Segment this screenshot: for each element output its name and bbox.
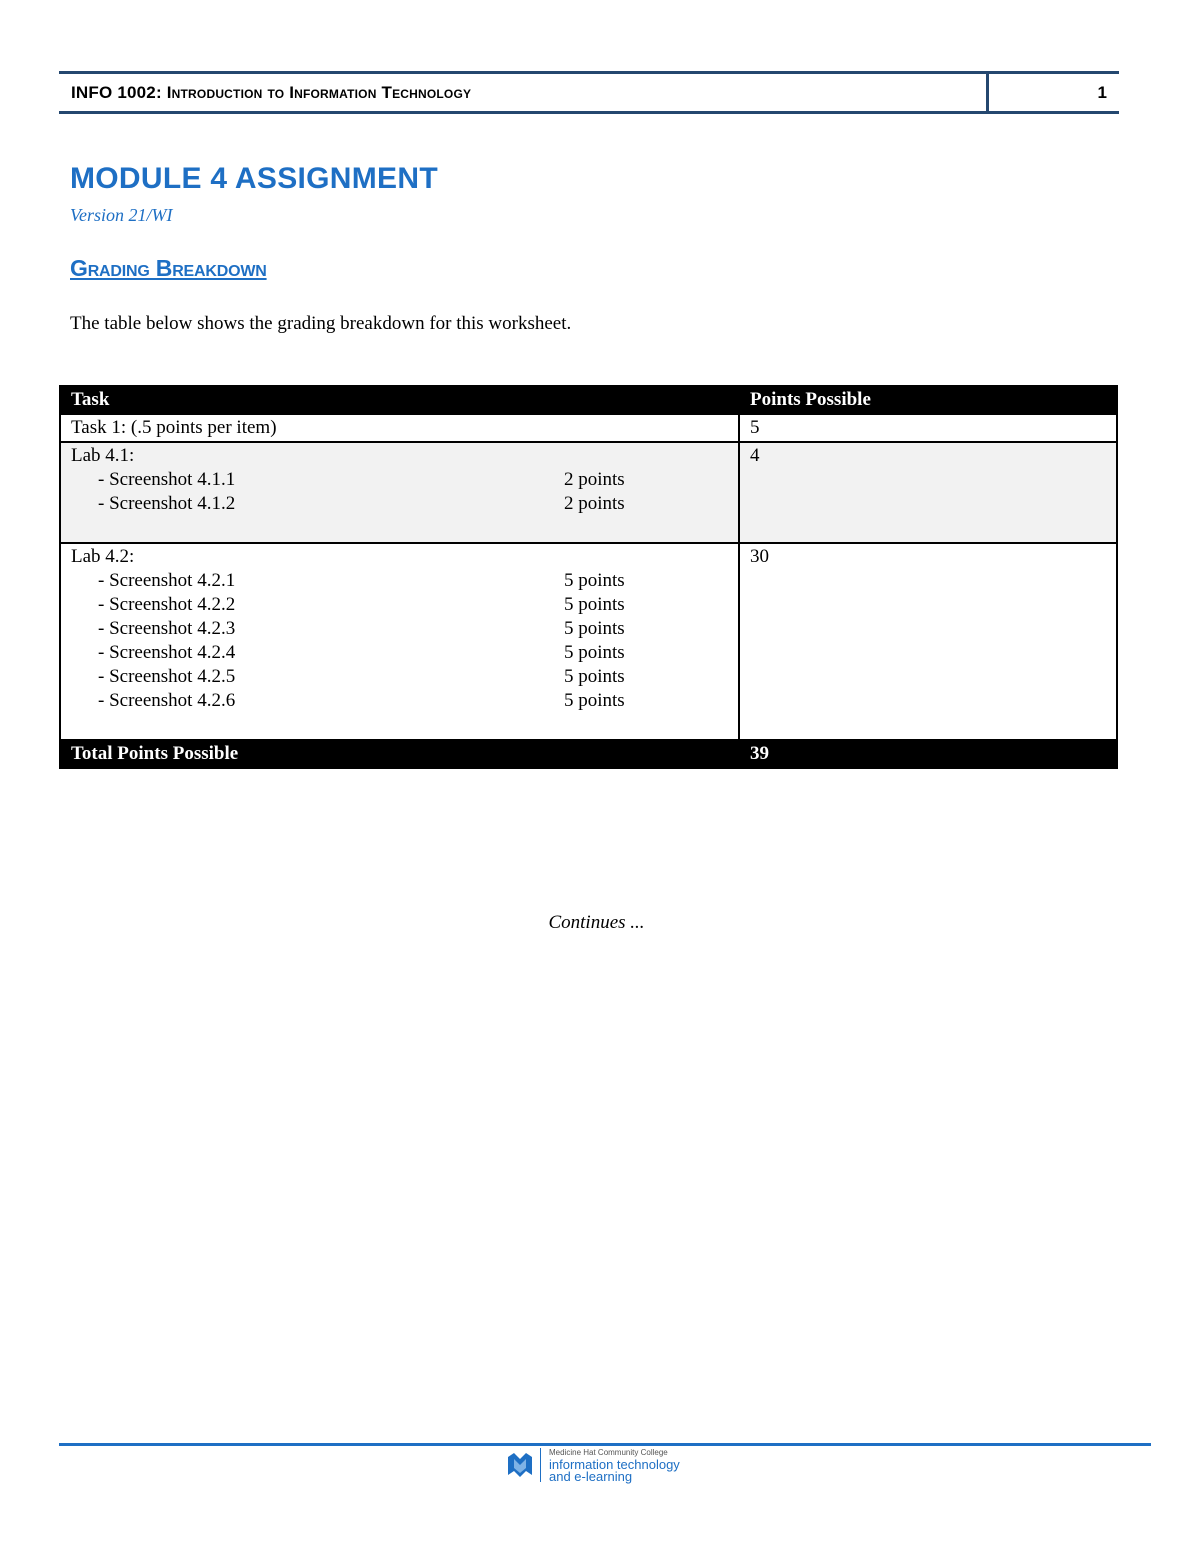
intro-paragraph: The table below shows the grading breakdown for this worksheet. xyxy=(70,313,572,334)
screenshot-label: - Screenshot 4.2.5 xyxy=(98,666,236,687)
screenshot-label: - Screenshot 4.1.1 xyxy=(98,469,236,490)
screenshot-points: 5 points xyxy=(564,570,625,591)
screenshot-label: - Screenshot 4.2.1 xyxy=(98,570,236,591)
logo-wordmark xyxy=(549,1447,680,1483)
points-cell: 4 xyxy=(739,442,1117,543)
task-cell xyxy=(60,543,739,740)
table-row xyxy=(60,414,1117,442)
task-label: Lab 4.2: xyxy=(71,546,135,567)
task-label: Task 1: (.5 points per item) xyxy=(71,417,277,438)
footer-divider xyxy=(59,1443,1151,1446)
screenshot-points: 5 points xyxy=(564,666,625,687)
screenshot-label: - Screenshot 4.1.2 xyxy=(98,493,236,514)
list-item xyxy=(71,641,728,665)
list-item xyxy=(71,492,728,516)
screenshot-points: 2 points xyxy=(564,469,625,490)
screenshot-points: 5 points xyxy=(564,618,625,639)
college-name: Medicine Hat Community College xyxy=(549,1448,668,1457)
college-logo-icon xyxy=(506,1451,534,1479)
table-row xyxy=(60,543,1117,740)
task-cell xyxy=(60,414,739,442)
document-title: MODULE 4 ASSIGNMENT xyxy=(70,162,438,195)
column-header-points: Points Possible xyxy=(739,386,1117,414)
task-cell xyxy=(60,442,739,543)
screenshot-label: - Screenshot 4.2.3 xyxy=(98,618,236,639)
table-header-row xyxy=(60,386,1117,414)
screenshot-points: 5 points xyxy=(564,642,625,663)
list-item xyxy=(71,468,728,492)
document-version: Version 21/WI xyxy=(70,205,173,225)
department-line-2: and e-learning xyxy=(549,1469,633,1484)
page-header xyxy=(59,71,1119,114)
task-label: Lab 4.1: xyxy=(71,445,135,466)
total-points: 39 xyxy=(739,740,1117,768)
list-item xyxy=(71,689,728,713)
table-row xyxy=(60,442,1117,543)
logo-separator xyxy=(540,1448,541,1482)
column-header-task: Task xyxy=(60,386,739,414)
screenshot-label: - Screenshot 4.2.4 xyxy=(98,642,236,663)
department-line-1: information technology xyxy=(549,1457,680,1472)
screenshot-points: 5 points xyxy=(564,594,625,615)
page-number: 1 xyxy=(1097,82,1107,102)
continues-note: Continues ... xyxy=(548,912,645,933)
points-cell: 5 xyxy=(739,414,1117,442)
total-label: Total Points Possible xyxy=(60,740,739,768)
list-item xyxy=(71,569,728,593)
screenshot-points: 2 points xyxy=(564,493,625,514)
section-heading: Grading Breakdown xyxy=(70,255,267,281)
screenshot-points: 5 points xyxy=(564,690,625,711)
list-item xyxy=(71,617,728,641)
points-cell: 30 xyxy=(739,543,1117,740)
screenshot-label: - Screenshot 4.2.2 xyxy=(98,594,236,615)
grading-table xyxy=(59,385,1118,769)
total-row xyxy=(60,740,1117,768)
footer-logo xyxy=(506,1447,680,1483)
screenshot-label: - Screenshot 4.2.6 xyxy=(98,690,236,711)
list-item xyxy=(71,593,728,617)
list-item xyxy=(71,665,728,689)
course-title: INFO 1002: Introduction to Information Technology xyxy=(71,82,472,102)
